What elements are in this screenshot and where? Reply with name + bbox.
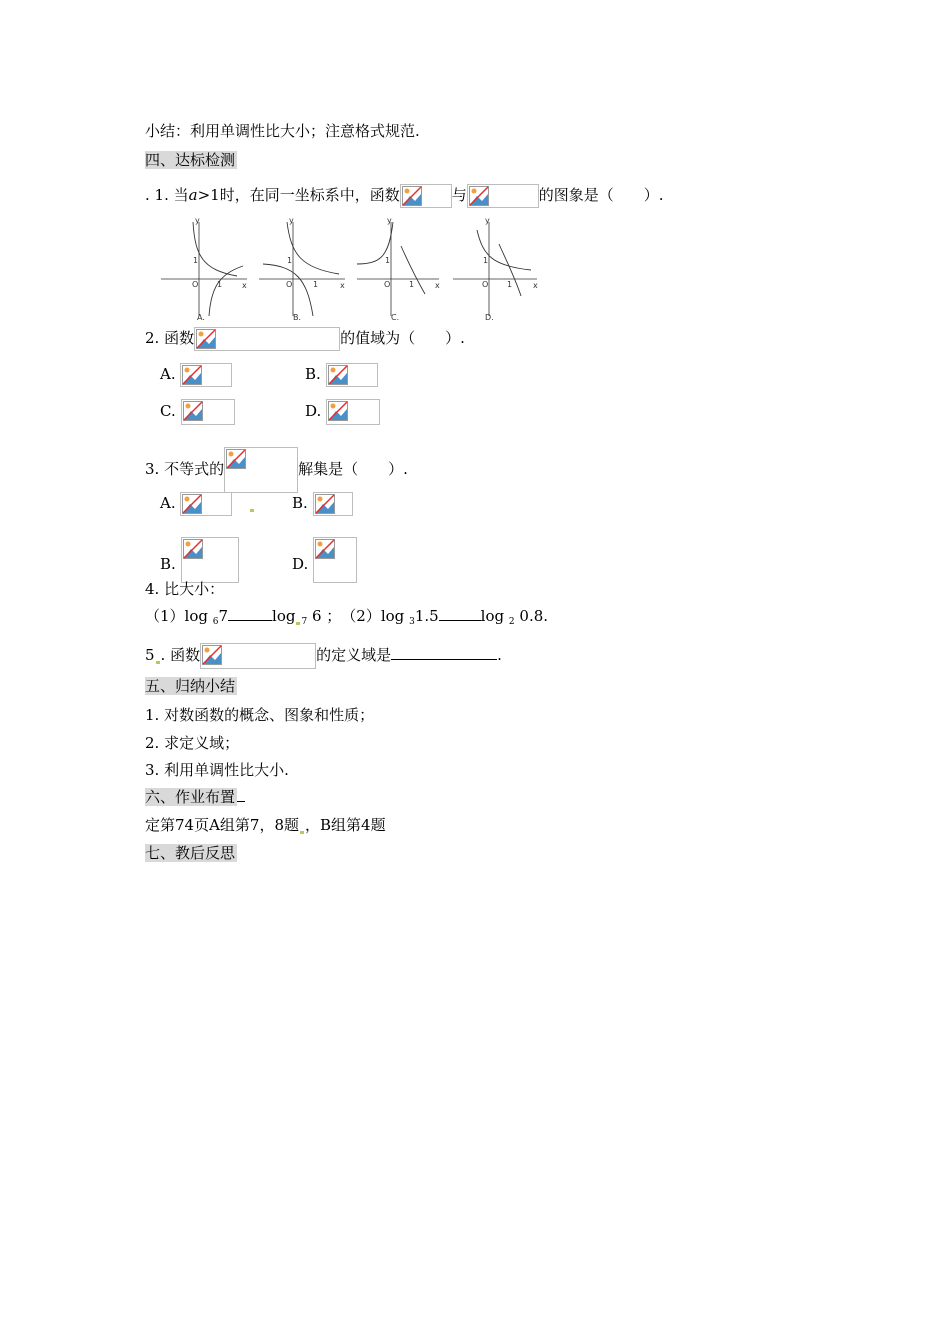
- homework-line: [145, 815, 386, 835]
- graph-c-1x: 1: [409, 280, 415, 289]
- q4-p1-sub1: 6: [212, 617, 219, 627]
- q1-suffix: 的图象是（ ）.: [538, 186, 664, 204]
- broken-image-icon: [181, 399, 235, 425]
- summary-item-1: 1. 对数函数的概念、图象和性质；: [145, 706, 375, 724]
- summary-item-2: 2. 求定义域；: [145, 734, 240, 752]
- q3-option-d-label: D.: [292, 555, 309, 573]
- q2-option-c-label: C.: [160, 402, 176, 420]
- question-4-body: [145, 606, 548, 632]
- q5-blank: [391, 659, 497, 660]
- q5-end: .: [497, 646, 502, 664]
- graph-a-y: y: [195, 216, 200, 225]
- q1-cond: >1时，在同一坐标系中，函数: [197, 186, 400, 204]
- q4-p2-sub1: 3: [409, 617, 415, 627]
- q3-option-b: [292, 492, 353, 516]
- q2-option-c: [160, 399, 235, 425]
- graph-c-label: C.: [391, 313, 400, 322]
- mark: [156, 661, 160, 664]
- q4-p1: （1）log: [145, 607, 208, 625]
- section-6-underline: [237, 801, 245, 802]
- graph-d-x: x: [533, 281, 538, 290]
- graph-c-x: x: [435, 281, 440, 290]
- graph-a: [161, 216, 247, 322]
- mark: [296, 622, 300, 625]
- broken-image-icon: [181, 537, 239, 583]
- q3-option-a: [160, 492, 255, 516]
- graph-a-1x: 1: [217, 280, 223, 289]
- q4-p1-sub2: 7: [301, 617, 308, 627]
- q4-p2-sub2: 2: [508, 617, 515, 627]
- graph-a-x: x: [242, 281, 247, 290]
- broken-image-icon: [180, 492, 232, 516]
- graph-d-1: 1: [483, 256, 489, 265]
- q2-option-b: [305, 363, 378, 387]
- section-6-title: [145, 787, 245, 807]
- broken-image-icon: [200, 643, 316, 669]
- q3-option-c-label: B.: [160, 555, 176, 573]
- broken-image-icon: [313, 537, 357, 583]
- question-5: [145, 643, 502, 669]
- q2-prefix: 2. 函数: [145, 329, 195, 347]
- homework-a: 定第74页A组第7，8题: [145, 816, 300, 834]
- section-4-label: 四、达标检测: [145, 151, 236, 169]
- graph-a-1: 1: [193, 256, 199, 265]
- summary-line: 小结：利用单调性比大小；注意格式规范.: [145, 122, 420, 140]
- broken-image-icon: [194, 327, 340, 351]
- q2-option-a: [160, 363, 232, 387]
- q4-blank-1: [228, 620, 272, 621]
- section-6-label: 六、作业布置: [145, 788, 236, 806]
- q2-option-d: [305, 399, 380, 425]
- graph-b-1x: 1: [313, 280, 319, 289]
- q4-p1-end: 6 ； （2）log: [312, 607, 405, 625]
- graph-d: [453, 216, 538, 322]
- graph-b-y: y: [289, 216, 294, 225]
- graph-c: [357, 216, 440, 322]
- q2-option-d-label: D.: [305, 402, 322, 420]
- section-4-title: [145, 150, 237, 170]
- graph-c-o: O: [384, 280, 391, 289]
- q3-option-c: [160, 537, 239, 583]
- section-7-label: 七、教后反思: [145, 844, 236, 862]
- q5-prefix: 5: [145, 646, 155, 664]
- graph-a-o: O: [192, 280, 199, 289]
- summary-item-3: 3. 利用单调性比大小.: [145, 761, 289, 779]
- question-1: [145, 184, 664, 208]
- q4-p2-num: 1.5: [414, 607, 439, 625]
- q4-p1-log2: log: [272, 607, 296, 625]
- q1-mid: 与: [451, 186, 467, 204]
- mark: [250, 509, 254, 512]
- broken-image-icon: [326, 399, 380, 425]
- broken-image-icon: [313, 492, 353, 516]
- homework-b: ，B组第4题: [305, 816, 386, 834]
- q1-var: a: [188, 186, 198, 204]
- q3-suffix: 解集是（ ）.: [298, 460, 408, 478]
- q4-p2-log2: log: [480, 607, 505, 625]
- broken-image-icon: [467, 184, 539, 208]
- q2-option-b-label: B.: [305, 365, 321, 383]
- graph-b: [259, 216, 345, 322]
- q3-option-b-label: B.: [292, 494, 308, 512]
- graph-b-1: 1: [287, 256, 293, 265]
- q3-option-a-label: A.: [160, 494, 176, 512]
- graph-d-label: D.: [485, 313, 494, 322]
- graph-d-y: y: [485, 216, 490, 225]
- mark: [300, 831, 304, 834]
- q2-option-a-label: A.: [160, 365, 176, 383]
- q4-blank-2: [439, 620, 481, 621]
- graph-c-1: 1: [385, 256, 391, 265]
- broken-image-icon: [180, 363, 232, 387]
- graph-b-label: B.: [293, 313, 302, 322]
- graph-b-o: O: [286, 280, 293, 289]
- graph-a-label: A.: [197, 313, 205, 322]
- section-5-title: [145, 676, 237, 696]
- broken-image-icon: [400, 184, 452, 208]
- question-4-title: 4. 比大小：: [145, 580, 225, 598]
- broken-image-icon: [224, 447, 298, 493]
- q1-prefix: . 1. 当: [145, 186, 189, 204]
- q4-p2-end: 0.8.: [519, 607, 549, 625]
- graph-d-o: O: [482, 280, 489, 289]
- q5-suffix: 的定义域是: [316, 646, 392, 664]
- graph-b-x: x: [340, 281, 345, 290]
- q2-suffix: 的值域为（ ）.: [340, 329, 465, 347]
- section-5-label: 五、归纳小结: [145, 677, 236, 695]
- q1-graph-options: [157, 216, 539, 324]
- graph-c-y: y: [387, 216, 392, 225]
- question-2: [145, 327, 465, 351]
- q5-prefix2: . 函数: [160, 646, 201, 664]
- q3-prefix: 3. 不等式的: [145, 460, 225, 478]
- broken-image-icon: [326, 363, 378, 387]
- q4-p1-num: 7: [218, 607, 229, 625]
- section-7-title: [145, 843, 237, 863]
- graph-d-1x: 1: [507, 280, 513, 289]
- q3-option-d: [292, 537, 357, 583]
- question-3: [145, 447, 408, 493]
